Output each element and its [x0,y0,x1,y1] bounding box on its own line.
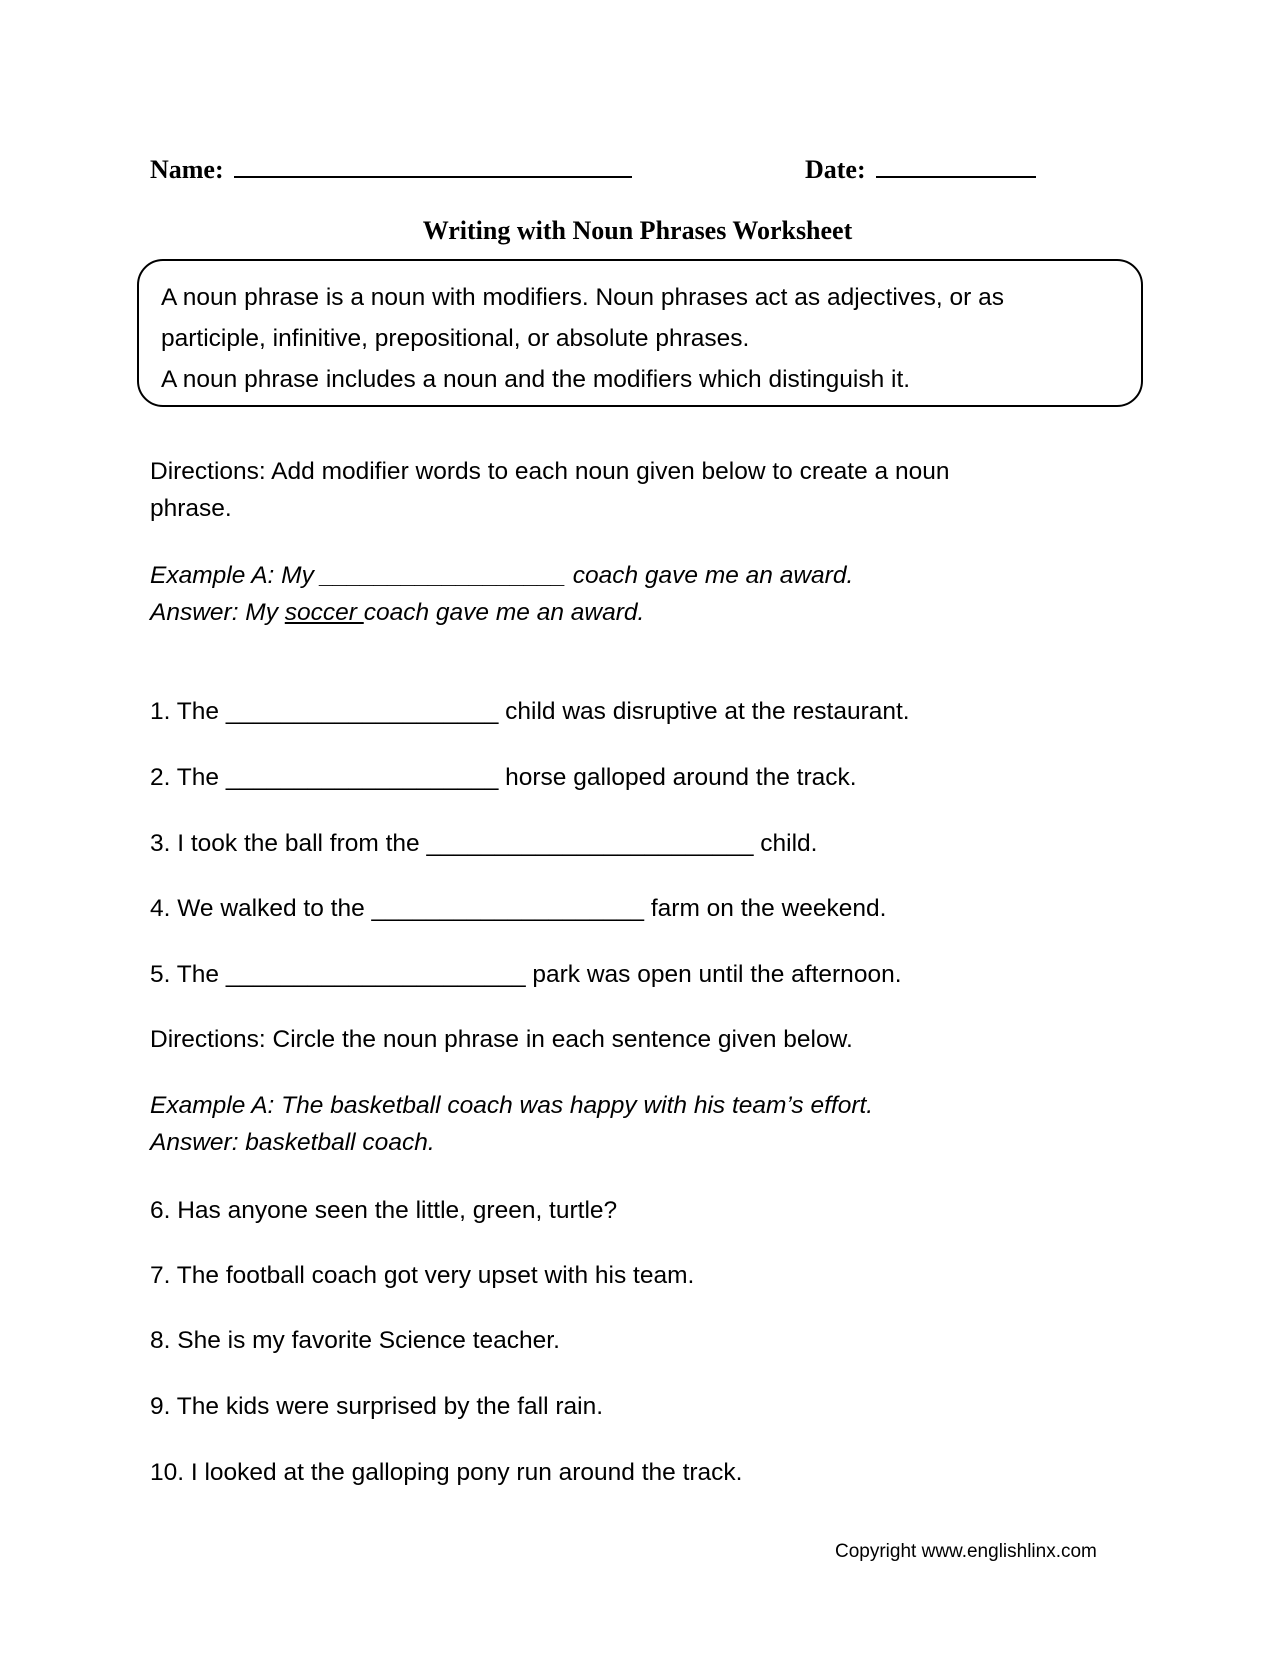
definition-line-3: A noun phrase includes a noun and the modifiers which distinguish it. [161,366,911,393]
item-2: 2. The ____________________ horse galloped around the track. [150,764,857,791]
item-6: 6. Has anyone seen the little, green, turtle? [150,1197,618,1224]
item-8: 8. She is my favorite Science teacher. [150,1327,560,1354]
definition-box [137,259,1143,407]
item-5: 5. The ______________________ park was open until the afternoon. [150,961,902,988]
definition-line-2: participle, infinitive, prepositional, or absolute phrases. [161,325,750,352]
part1-example: Example A: My __________________ coach gave me an award. [150,562,854,589]
item-7: 7. The football coach got very upset with his team. [150,1262,695,1289]
part1-answer [150,594,853,631]
part1-example-block [150,557,853,631]
date-field [805,150,1036,185]
part2-directions: Directions: Circle the noun phrase in each sentence given below. [150,1026,853,1053]
header-row [150,150,1050,190]
part1-answer-prefix: Answer: My [150,599,285,626]
copyright-notice: Copyright www.englishlinx.com [835,1541,1097,1562]
item-10: 10. I looked at the galloping pony run around the track. [150,1459,743,1486]
item-3: 3. I took the ball from the ________________________ child. [150,830,818,857]
item-1: 1. The ____________________ child was disruptive at the restaurant. [150,698,910,725]
part2-answer: Answer: basketball coach. [150,1129,435,1156]
part1-answer-word: soccer [284,599,364,626]
worksheet-title: Writing with Noun Phrases Worksheet [422,216,853,245]
part2-example-block [150,1087,873,1161]
item-9: 9. The kids were surprised by the fall rain. [150,1393,604,1420]
name-field [150,150,632,185]
date-blank-line[interactable] [876,150,1036,178]
part1-directions [150,453,949,527]
name-label: Name: [150,155,224,184]
date-label: Date: [805,155,866,184]
part1-directions-line-1: Directions: Add modifier words to each noun given below to create a noun [150,458,950,485]
item-4: 4. We walked to the ____________________ farm on the weekend. [150,895,887,922]
part1-directions-line-2: phrase. [150,495,232,522]
part2-example: Example A: The basketball coach was happy with his team’s effort. [150,1092,874,1119]
name-blank-line[interactable] [234,150,632,178]
part1-answer-suffix: coach gave me an award. [363,599,645,626]
definition-line-1: A noun phrase is a noun with modifiers. Noun phrases act as adjectives, or as [161,284,1004,311]
